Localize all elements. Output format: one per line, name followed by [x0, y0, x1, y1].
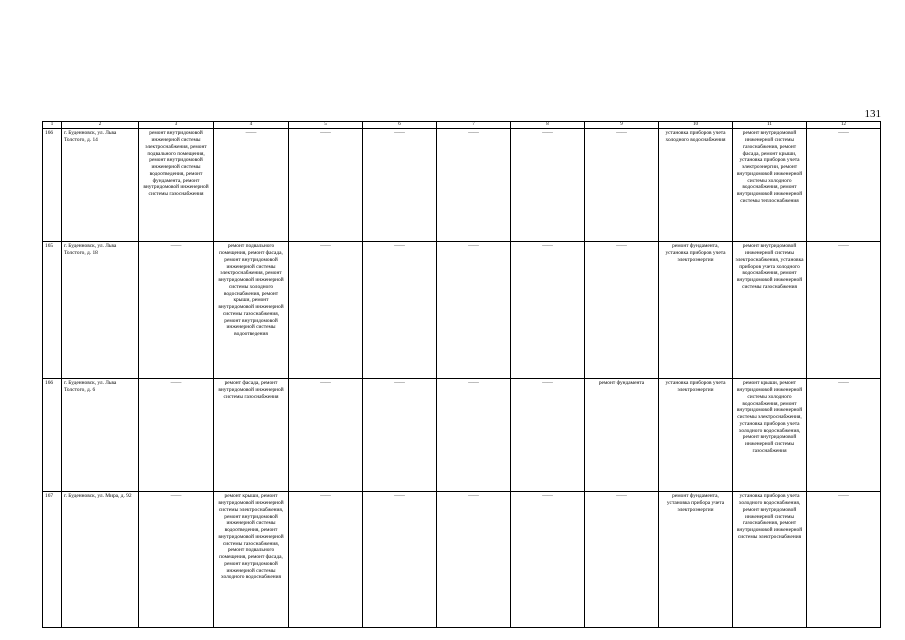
table-cell: ——: [511, 492, 585, 628]
row-number: 166: [43, 379, 62, 492]
table-cell: ——: [807, 492, 881, 628]
address-cell: г. Буденновск, ул. Льва Толстого, д. 18: [62, 242, 139, 379]
table-cell: ——: [363, 242, 437, 379]
table-cell: ——: [511, 242, 585, 379]
column-header: 4: [214, 122, 289, 129]
table-cell: ——: [437, 379, 511, 492]
table-cell: ——: [289, 379, 363, 492]
column-header: 1: [43, 122, 62, 129]
table-cell: ——: [807, 129, 881, 242]
table-cell: ——: [807, 379, 881, 492]
column-header: 2: [62, 122, 139, 129]
column-header: 3: [139, 122, 214, 129]
table-row: [43, 379, 881, 492]
table-cell: ремонт фундамента: [585, 379, 659, 492]
table-cell: ——: [511, 129, 585, 242]
column-header: 11: [733, 122, 807, 129]
header-row: [43, 122, 881, 129]
table-cell: ремонт внутридомовой инженерной системы электроснабжения, ремонт подвального помещения, ремонт внутридомовой инженерной системы водоотведения, ремонт фундамента, ремонт внутридомовой инженерной системы газоснабжения: [139, 129, 214, 242]
table-cell: ——: [139, 242, 214, 379]
column-header: 10: [659, 122, 733, 129]
table-cell: ——: [585, 129, 659, 242]
address-cell: г. Буденновск, ул. Льва Толстого, д. 6: [62, 379, 139, 492]
table-cell: установка приборов учета электроэнергии: [659, 379, 733, 492]
column-header: 5: [289, 122, 363, 129]
row-number: 165: [43, 242, 62, 379]
column-header: 6: [363, 122, 437, 129]
repair-schedule-table: [42, 121, 881, 628]
column-header: 8: [511, 122, 585, 129]
column-header: 9: [585, 122, 659, 129]
table-cell: ——: [139, 492, 214, 628]
table-cell: ремонт крыши, ремонт внутридомовой инженерной системы электроснабжения, ремонт внутридомовой инженерной системы водоотведения, ремонт внутридомовой инженерной системы газоснабжения, ремонт подвального помещения, ремонт фасада, ремонт внутридомовой инженерной системы холодного водоснабжения: [214, 492, 289, 628]
table-row: [43, 492, 881, 628]
row-number: 167: [43, 492, 62, 628]
table-row: [43, 242, 881, 379]
table-cell: ——: [437, 129, 511, 242]
table-row: [43, 129, 881, 242]
table-cell: ——: [511, 379, 585, 492]
table-cell: ——: [585, 242, 659, 379]
table-cell: ремонт внутридомовой инженерной системы электроснабжения, установка приборов учета холодного водоснабжения, ремонт внутридомовой инженерной системы газоснабжения: [733, 242, 807, 379]
table-cell: ремонт фасада, ремонт внутридомовой инженерной системы газоснабжения: [214, 379, 289, 492]
table-cell: ——: [289, 242, 363, 379]
table-cell: ——: [585, 492, 659, 628]
table-cell: ремонт крыши, ремонт внутридомовой инженерной системы холодного водоснабжения, ремонт внутридомовой инженерной системы электроснабжения, установка приборов учета холодного водоснабжения, ремонт внутридомовой инженерной системы газоснабжения: [733, 379, 807, 492]
column-header: 12: [807, 122, 881, 129]
table-cell: ——: [139, 379, 214, 492]
row-number: 166: [43, 129, 62, 242]
table-cell: ——: [437, 492, 511, 628]
table-cell: ——: [214, 129, 289, 242]
table-cell: ——: [363, 492, 437, 628]
table-cell: ——: [807, 242, 881, 379]
table-cell: установка приборов учета холодного водоснабжения, ремонт внутридомовой инженерной системы газоснабжения, ремонт внутридомовой инженерной системы электроснабжения: [733, 492, 807, 628]
address-cell: г. Буденновск, ул. Льва Толстого, д. 14: [62, 129, 139, 242]
table-cell: установка приборов учета холодного водоснабжения: [659, 129, 733, 242]
table-cell: ——: [289, 492, 363, 628]
table-cell: ремонт фундамента, установка прибора учета электроэнергии: [659, 492, 733, 628]
table-cell: ремонт фундамента, установка приборов учета электроэнергии: [659, 242, 733, 379]
table-cell: ——: [363, 379, 437, 492]
table-cell: ——: [363, 129, 437, 242]
table-cell: ремонт подвального помещения, ремонт фасада, ремонт внутридомовой инженерной системы электроснабжения, ремонт внутридомовой инженерной системы холодного водоснабжения, ремонт крыши, ремонт внутридомовой инженерной системы газоснабжения, ремонт внутридомовой инженерной системы водоотведения: [214, 242, 289, 379]
table-cell: ремонт внутридомовой инженерной системы газоснабжения, ремонт фасада, ремонт крыши, установка приборов учета электроэнергии, ремонт внутридомовой инженерной системы холодного водоснабжения, ремонт внутридомовой инженерной системы теплоснабжения: [733, 129, 807, 242]
column-header: 7: [437, 122, 511, 129]
table-cell: ——: [289, 129, 363, 242]
page-number: 131: [864, 108, 881, 120]
address-cell: г. Буденновск, ул. Мира, д. 92: [62, 492, 139, 628]
table-cell: ——: [437, 242, 511, 379]
